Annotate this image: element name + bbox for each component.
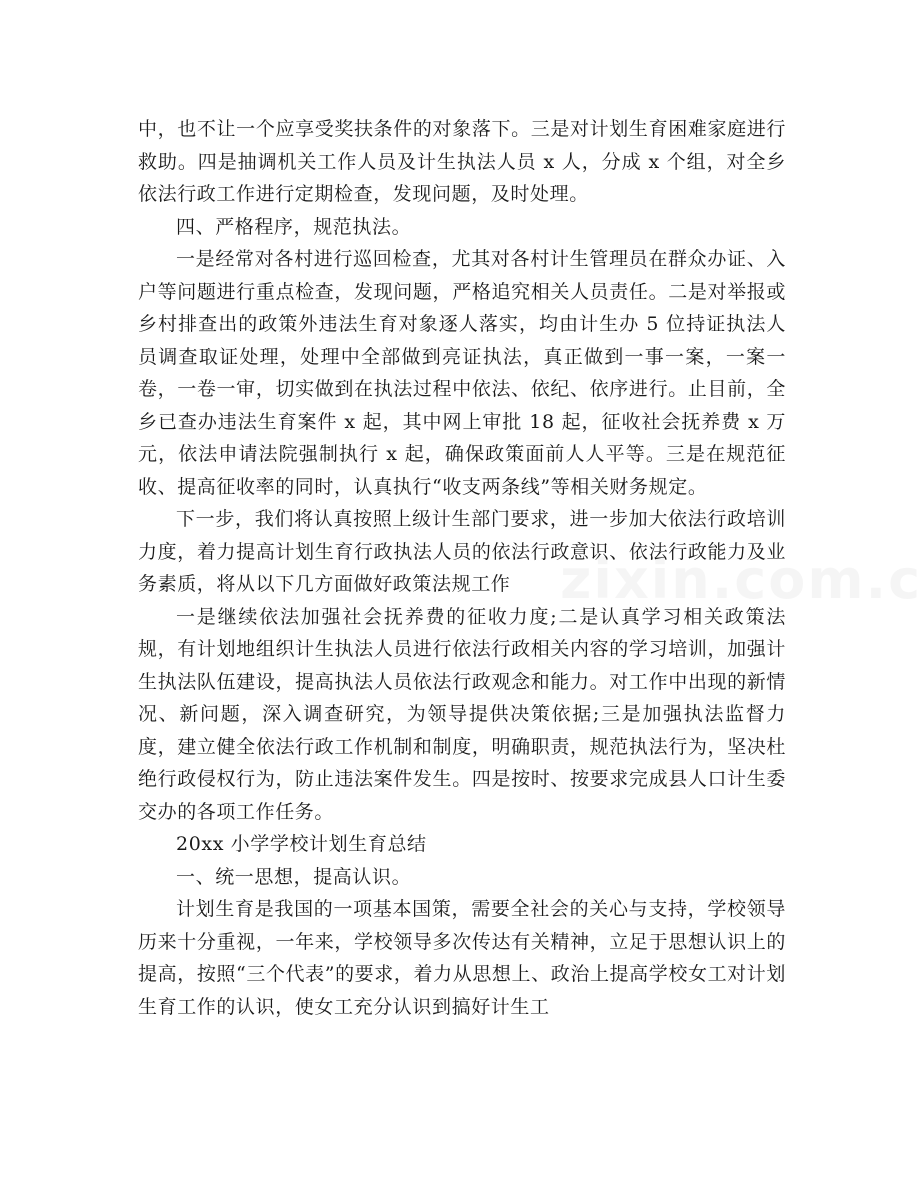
document-body — [138, 113, 786, 1023]
paragraph-5: 一是继续依法加强社会抚养费的征收力度;二是认真学习相关政策法规，有计划地组织计生执法人员进行依法行政相关内容的学习培训，加强计生执法队伍建设，提高执法人员依法行政观念和能力。对工作中出现的新情况、新问题，深入调查研究，为领导提供决策依据;三是加强执法监督力度，建立健全依法行政工作机制和制度，明确职责，规范执法行为，坚决杜绝行政侵权行为，防止违法案件发生。四是按时、按要求完成县人口计生委交办的各项工作任务。 — [138, 605, 786, 823]
paragraph-3: 一是经常对各村进行巡回检查，尤其对各村计生管理员在群众办证、入户等问题进行重点检查，发现问题，严格追究相关人员责任。二是对举报或乡村排查出的政策外违法生育对象逐人落实，均由计生办 5 位持证执法人员调查取证处理，处理中全部做到亮证执法，真正做到一事一案，一案一卷，一卷一审，切实做到在执法过程中依法、依纪、依序进行。止目前，全乡已查办违法生育案件 x 起，其中网上审批 18 起，征收社会抚养费 x 万元，依法申请法院强制执行 x 起，确保政策面前人人平等。三是在规范征收、提高征收率的同时，认真执行“收支两条线”等相关财务规定。 — [138, 248, 786, 498]
document-subtitle: 20xx 小学学校计划生育总结 — [176, 833, 427, 855]
paragraph-1: 中，也不让一个应享受奖扶条件的对象落下。三是对计划生育困难家庭进行救助。四是抽调机关工作人员及计生执法人员 x 人，分成 x 个组，对全乡依法行政工作进行定期检查，发现问题，及时处理。 — [138, 118, 786, 205]
section-heading-1: 一、统一思想，提高认识。 — [176, 865, 412, 888]
paragraph-8: 计划生育是我国的一项基本国策，需要全社会的关心与支持，学校领导历来十分重视，一年来，学校领导多次传达有关精神，立足于思想认识上的提高，按照“三个代表”的要求，着力从思想上、政治上提高学校女工对计划生育工作的认识，使女工充分认识到搞好计生工 — [138, 898, 786, 1018]
paragraph-4: 下一步，我们将认真按照上级计生部门要求，进一步加大依法行政培训力度，着力提高计划生育行政执法人员的依法行政意识、依法行政能力及业务素质，将从以下几方面做好政策法规工作 — [138, 508, 786, 595]
section-heading-4: 四、严格程序，规范执法。 — [176, 215, 412, 238]
